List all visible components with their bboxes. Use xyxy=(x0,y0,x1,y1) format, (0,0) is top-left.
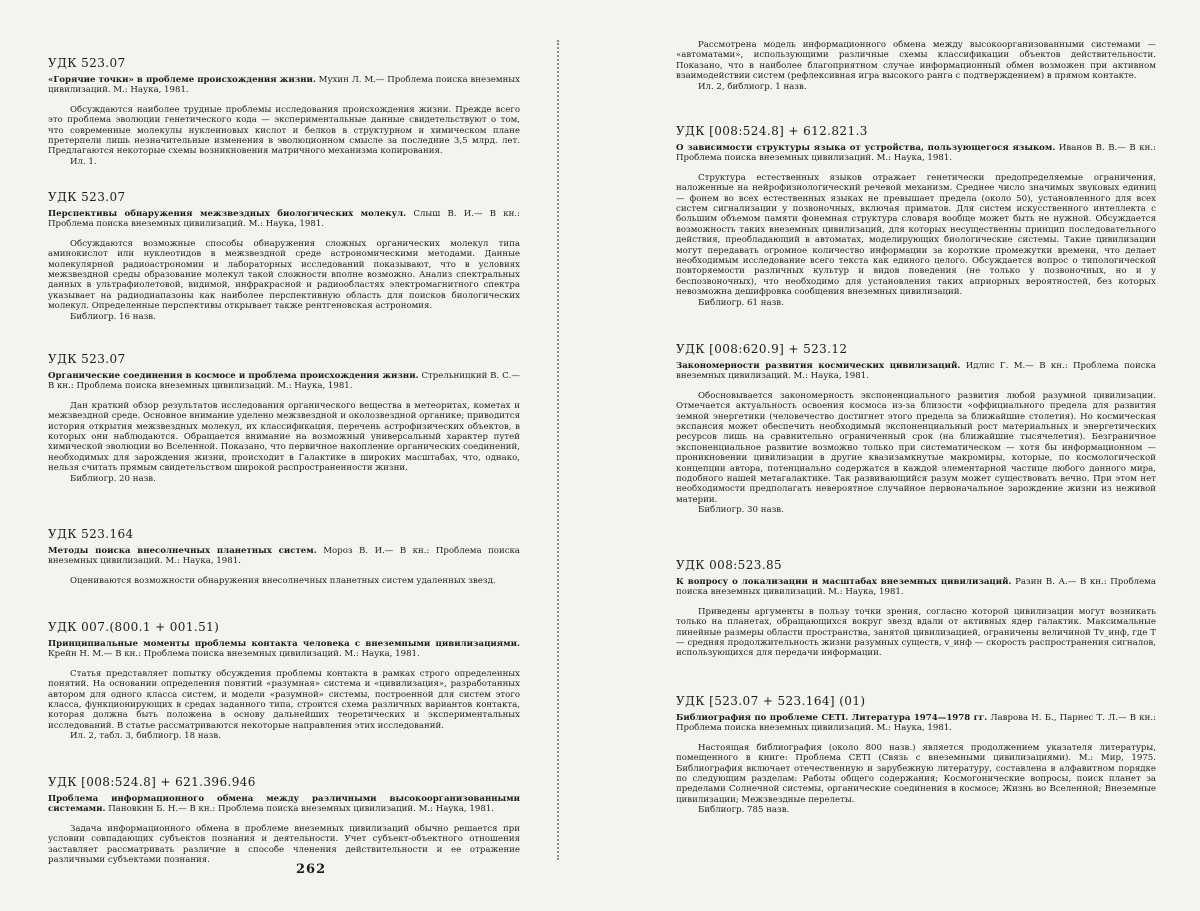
entry-title: Закономерности развития космических цивилизаций. xyxy=(676,361,961,371)
entry-abstract: Настоящая библиография (около 800 назв.) является продолжением указателя литературы, помещенного в книге: Проблема СЕТI (Связь с внеземными цивилизациями). М.: Мир, 1975. Библиография включает отечественную и зарубежную литературу, составлена в алфавитном порядке по следующим разделам: Работы общего содержания; Космогонические вопросы, поиск планет за пределами Солнечной системы, органические соединения в космосе; Жизнь во Вселенной; Внеземные цивилизации; Межзвездные перелеты. xyxy=(676,742,1156,805)
entry-biblio: Ил. 2, табл. 3, библиогр. 18 назв. xyxy=(70,731,221,742)
entry-author-source: Пановкин Б. Н.— В кн.: Проблема поиска внеземных цивилизаций. М.: Наука, 1981. xyxy=(108,804,494,815)
entry-title: К вопросу о локализации и масштабах внеземных цивилизаций. xyxy=(676,577,1012,587)
entry-citation xyxy=(676,577,1156,598)
entry-biblio: Библиогр. 16 назв. xyxy=(70,311,156,322)
udk-code: УДК [008:620.9] + 523.12 xyxy=(676,342,848,356)
entry-citation xyxy=(48,209,520,230)
entry-abstract: Оцениваются возможности обнаружения внесолнечных планетных систем удаленных звезд. xyxy=(70,575,496,586)
entry-citation xyxy=(48,546,520,567)
entry-title: Перспективы обнаружения межзвездных биологических молекул. xyxy=(48,209,407,219)
entry-abstract: Дан краткий обзор результатов исследования органического вещества в метеоритах, кометах и межзвездной среде. Основное внимание уделено межзвездной и околозвездной органике; приводится история открытия межзвездных молекул, их классификация, перечень астрофизических объектов, в которых они наблюдаются. Обращается внимание на возможный универсальный характер путей химической эволюции во Вселенной. Показано, что первичное накопление органических соединений, необходимых для зарождения жизни, происходит в Галактике в широких масштабах, что, однако, нельзя считать прямым свидетельством широкой распространенности жизни. xyxy=(48,400,520,474)
abstract-entry xyxy=(48,775,520,865)
entry-author-source: Слыш В. И.— В кн.: Проблема поиска внеземных цивилизаций. М.: Наука, 1981. xyxy=(48,209,520,230)
entry-abstract: Приведены аргументы в пользу точки зрения, согласно которой цивилизации могут возникать только на планетах, обращающихся вокруг звезд вдали от активных ядер галактик. Максимальные линейные размеры области пространства, занятой цивилизацией, ограничены величиной Tv_инф, где T — средняя продолжительность жизни разумных существ, v_инф — скорость распространения сигналов, использующихся для передачи информации. xyxy=(676,606,1156,659)
abstract-entry xyxy=(48,352,520,484)
abstract-entry xyxy=(48,527,520,586)
continued-abstract: Рассмотрена модель информационного обмена между высокоорганизованными системами — «автоматами», использующими различные схемы классификации объектов действительности. Показано, что в наиболее благоприятном случае информационный обмен возможен при активном взаимодействии систем (рефлексивная игра высокого ранга с подтверждением) в прямом контакте. xyxy=(676,40,1156,82)
abstract-entry xyxy=(48,56,520,167)
entry-author-source: Мухин Л. М.— Проблема поиска внеземных цивилизаций. М.: Наука, 1981. xyxy=(48,75,520,96)
udk-code: УДК [008:524.8] + 612.821.3 xyxy=(676,124,868,138)
udk-code: УДК [008:524.8] + 621.396.946 xyxy=(48,775,256,789)
entry-citation xyxy=(48,75,520,96)
entry-abstract: Статья представляет попытку обсуждения проблемы контакта в рамках строго определенных понятий. На основании определения понятий «разумная» система и «цивилизация», разработанных автором для одного класса систем, и модели «разумной» системы, построенной для систем этого класса, функционирующих в средах заданного типа, строится схема различных вариантов контакта, которая должна быть положена в основу дальнейших теоретических и экспериментальных исследований. В статье рассматриваются некоторые направления этих исследований. xyxy=(48,668,520,731)
entry-author-source: Крейн Н. М.— В кн.: Проблема поиска внеземных цивилизаций. М.: Наука, 1981. xyxy=(48,649,420,660)
entry-author-source: Мороз В. И.— В кн.: Проблема поиска внеземных цивилизаций. М.: Наука, 1981. xyxy=(48,546,521,567)
entry-title: Принципиальные моменты проблемы контакта человека с внеземными цивилизациями. xyxy=(48,639,520,649)
abstract-entry xyxy=(676,694,1156,816)
entry-title: Органические соединения в космосе и проблема происхождения жизни. xyxy=(48,371,419,381)
entry-author-source: Разин В. А.— В кн.: Проблема поиска внеземных цивилизаций. М.: Наука, 1981. xyxy=(676,577,1156,598)
entry-biblio: Библиогр. 30 назв. xyxy=(698,505,784,516)
udk-code: УДК 007.(800.1 + 001.51) xyxy=(48,620,220,634)
entry-author-source: Идлис Г. М.— В кн.: Проблема поиска внеземных цивилизаций. М.: Наука, 1981. xyxy=(676,361,1157,382)
entry-biblio: Библиогр. 61 назв. xyxy=(698,297,784,308)
entry-citation xyxy=(48,371,520,392)
entry-biblio: Ил. 1. xyxy=(70,156,97,167)
entry-abstract: Обсуждаются возможные способы обнаружения сложных органических молекул типа аминокислот или нуклеотидов в межзвездной среде астрономическими методами. Данные молекулярной радиоастрономии и лабораторных исследований показывают, что в условиях межзвездной среды образование молекул такой сложности вполне возможно. Анализ спектральных данных в ультрафиолетовой, видимой, инфракрасной и радиообластях электромагнитного спектра указывает на радиодиапазоны как наиболее перспективную область для поисков биологических молекул. Определенные перспективы открывает также рентгеновская астрономия. xyxy=(48,238,520,312)
entry-title: Проблема информационного обмена между различными высокоорганизованными системами. xyxy=(48,794,520,815)
abstract-entry xyxy=(676,124,1156,308)
page-fold-divider xyxy=(557,40,559,860)
page-number: 262 xyxy=(296,862,327,877)
entry-biblio: Библиогр. 785 назв. xyxy=(698,805,790,816)
udk-code: УДК 008:523.85 xyxy=(676,558,783,572)
entry-author-source: Стрельницкий В. С.— В кн.: Проблема поиска внеземных цивилизаций. М.: Наука, 1981. xyxy=(48,371,520,392)
entry-title: «Горячие точки» в проблеме происхождения жизни. xyxy=(48,75,316,85)
udk-code: УДК 523.07 xyxy=(48,352,126,366)
continuation-block xyxy=(676,40,1156,92)
entry-biblio: Ил. 2, библиогр. 1 назв. xyxy=(698,81,807,92)
abstract-entry xyxy=(48,620,520,742)
entry-author-source: Иванов В. В.— В кн.: Проблема поиска внеземных цивилизаций. М.: Наука, 1981. xyxy=(676,143,1156,164)
abstract-entry xyxy=(676,342,1156,516)
entry-citation xyxy=(676,361,1156,382)
entry-citation xyxy=(676,143,1156,164)
entry-abstract: Обосновывается закономерность экспоненциального развития любой разумной цивилизации. Отмечается актуальность освоения космоса из-за близости «оффициального предела для развития земной энергетики (человечество достигнет этого предела за ближайшие столетия). Но космическая экспансия может обеспечить необходимый экспоненциальный рост материальных и энергетических ресурсов лишь на сравнительно ограниченный срок (на ближайшие тысячелетия). Безграничное экспоненциальное развитие возможно только при систематическом — хотя бы информационном — проникновении цивилизации в другие квазизамкнутые макромиры, которые, по космологической концепции автора, потенциально содержатся в каждой элементарной частице любого данного мира, подобного нашей метагалактике. Так развивающийся разум может существовать вечно. При этом нет необходимости предполагать невероятное случайное первоначальное зарождение жизни из неживой материи. xyxy=(676,390,1156,505)
entry-abstract: Обсуждаются наиболее трудные проблемы исследования происхождения жизни. Прежде всего это проблема эволюции генетического кода — экспериментальные данные свидетельствуют о том, что современные молекулы нуклеиновых кислот и белков в структурном и химическом плане претерпели лишь незначительные изменения в эволюционном смысле за последние 3,5 млрд. лет. Предлагаются некоторые схемы возникновения матричного механизма копирования. xyxy=(48,104,520,157)
udk-code: УДК 523.164 xyxy=(48,527,134,541)
udk-code: УДК 523.07 xyxy=(48,56,126,70)
entry-abstract: Структура естественных языков отражает генетически предопределяемые ограничения, наложенные на нейрофизиологический речевой механизм. Среднее число значимых звуковых единиц — фонем во всех естественных языках не превышает предела (около 50), установленного для всех систем сигнализации у позвоночных, включая приматов. Для систем искусственного интеллекта с большим объемом памяти фонемная структура словаря вообще может быть не нужной. Обсуждается возможность таких внеземных цивилизаций, для которых несущественны принцип последовательного действия, преобладающий в автоматах, моделирующих биологические системы. Такие цивилизации могут передавать огромное количество информации за короткие промежутки времени, что делает необходимым исследование всего текста как единого целого. Обсуждается вопрос о типологической повторяемости различных культур и видов поведения (не только у позвоночных, но и у беспозвоночных), что необходимо для установления таких априорных вероятностей, без которых невозможна дешифровка сообщения внеземных цивилизаций. xyxy=(676,172,1156,298)
abstract-entry xyxy=(48,190,520,322)
entry-title: Методы поиска внесолнечных планетных систем. xyxy=(48,546,317,556)
udk-code: УДК [523.07 + 523.164] (01) xyxy=(676,694,866,708)
entry-title: О зависимости структуры языка от устройства, пользующегося языком. xyxy=(676,143,1056,153)
abstract-entry xyxy=(676,558,1156,659)
entry-title: Библиография по проблеме СЕТI. Литература 1974—1978 гг. xyxy=(676,713,988,723)
entry-abstract: Задача информационного обмена в проблеме внеземных цивилизаций обычно решается при условии совпадающих субъектов познания и деятельности. Учет субъект-объектного отношения заставляет рассматривать различие в способе членения действительности и ее отражение различными субъектами познания. xyxy=(48,823,520,866)
entry-author-source: Лаврова Н. Б., Парнес Т. Л.— В кн.: Проблема поиска внеземных цивилизаций. М.: Наука, 1981. xyxy=(676,713,1157,734)
entry-biblio: Библиогр. 20 назв. xyxy=(70,473,156,484)
entry-citation xyxy=(48,639,520,660)
udk-code: УДК 523.07 xyxy=(48,190,126,204)
entry-citation xyxy=(48,794,520,815)
entry-citation xyxy=(676,713,1156,734)
